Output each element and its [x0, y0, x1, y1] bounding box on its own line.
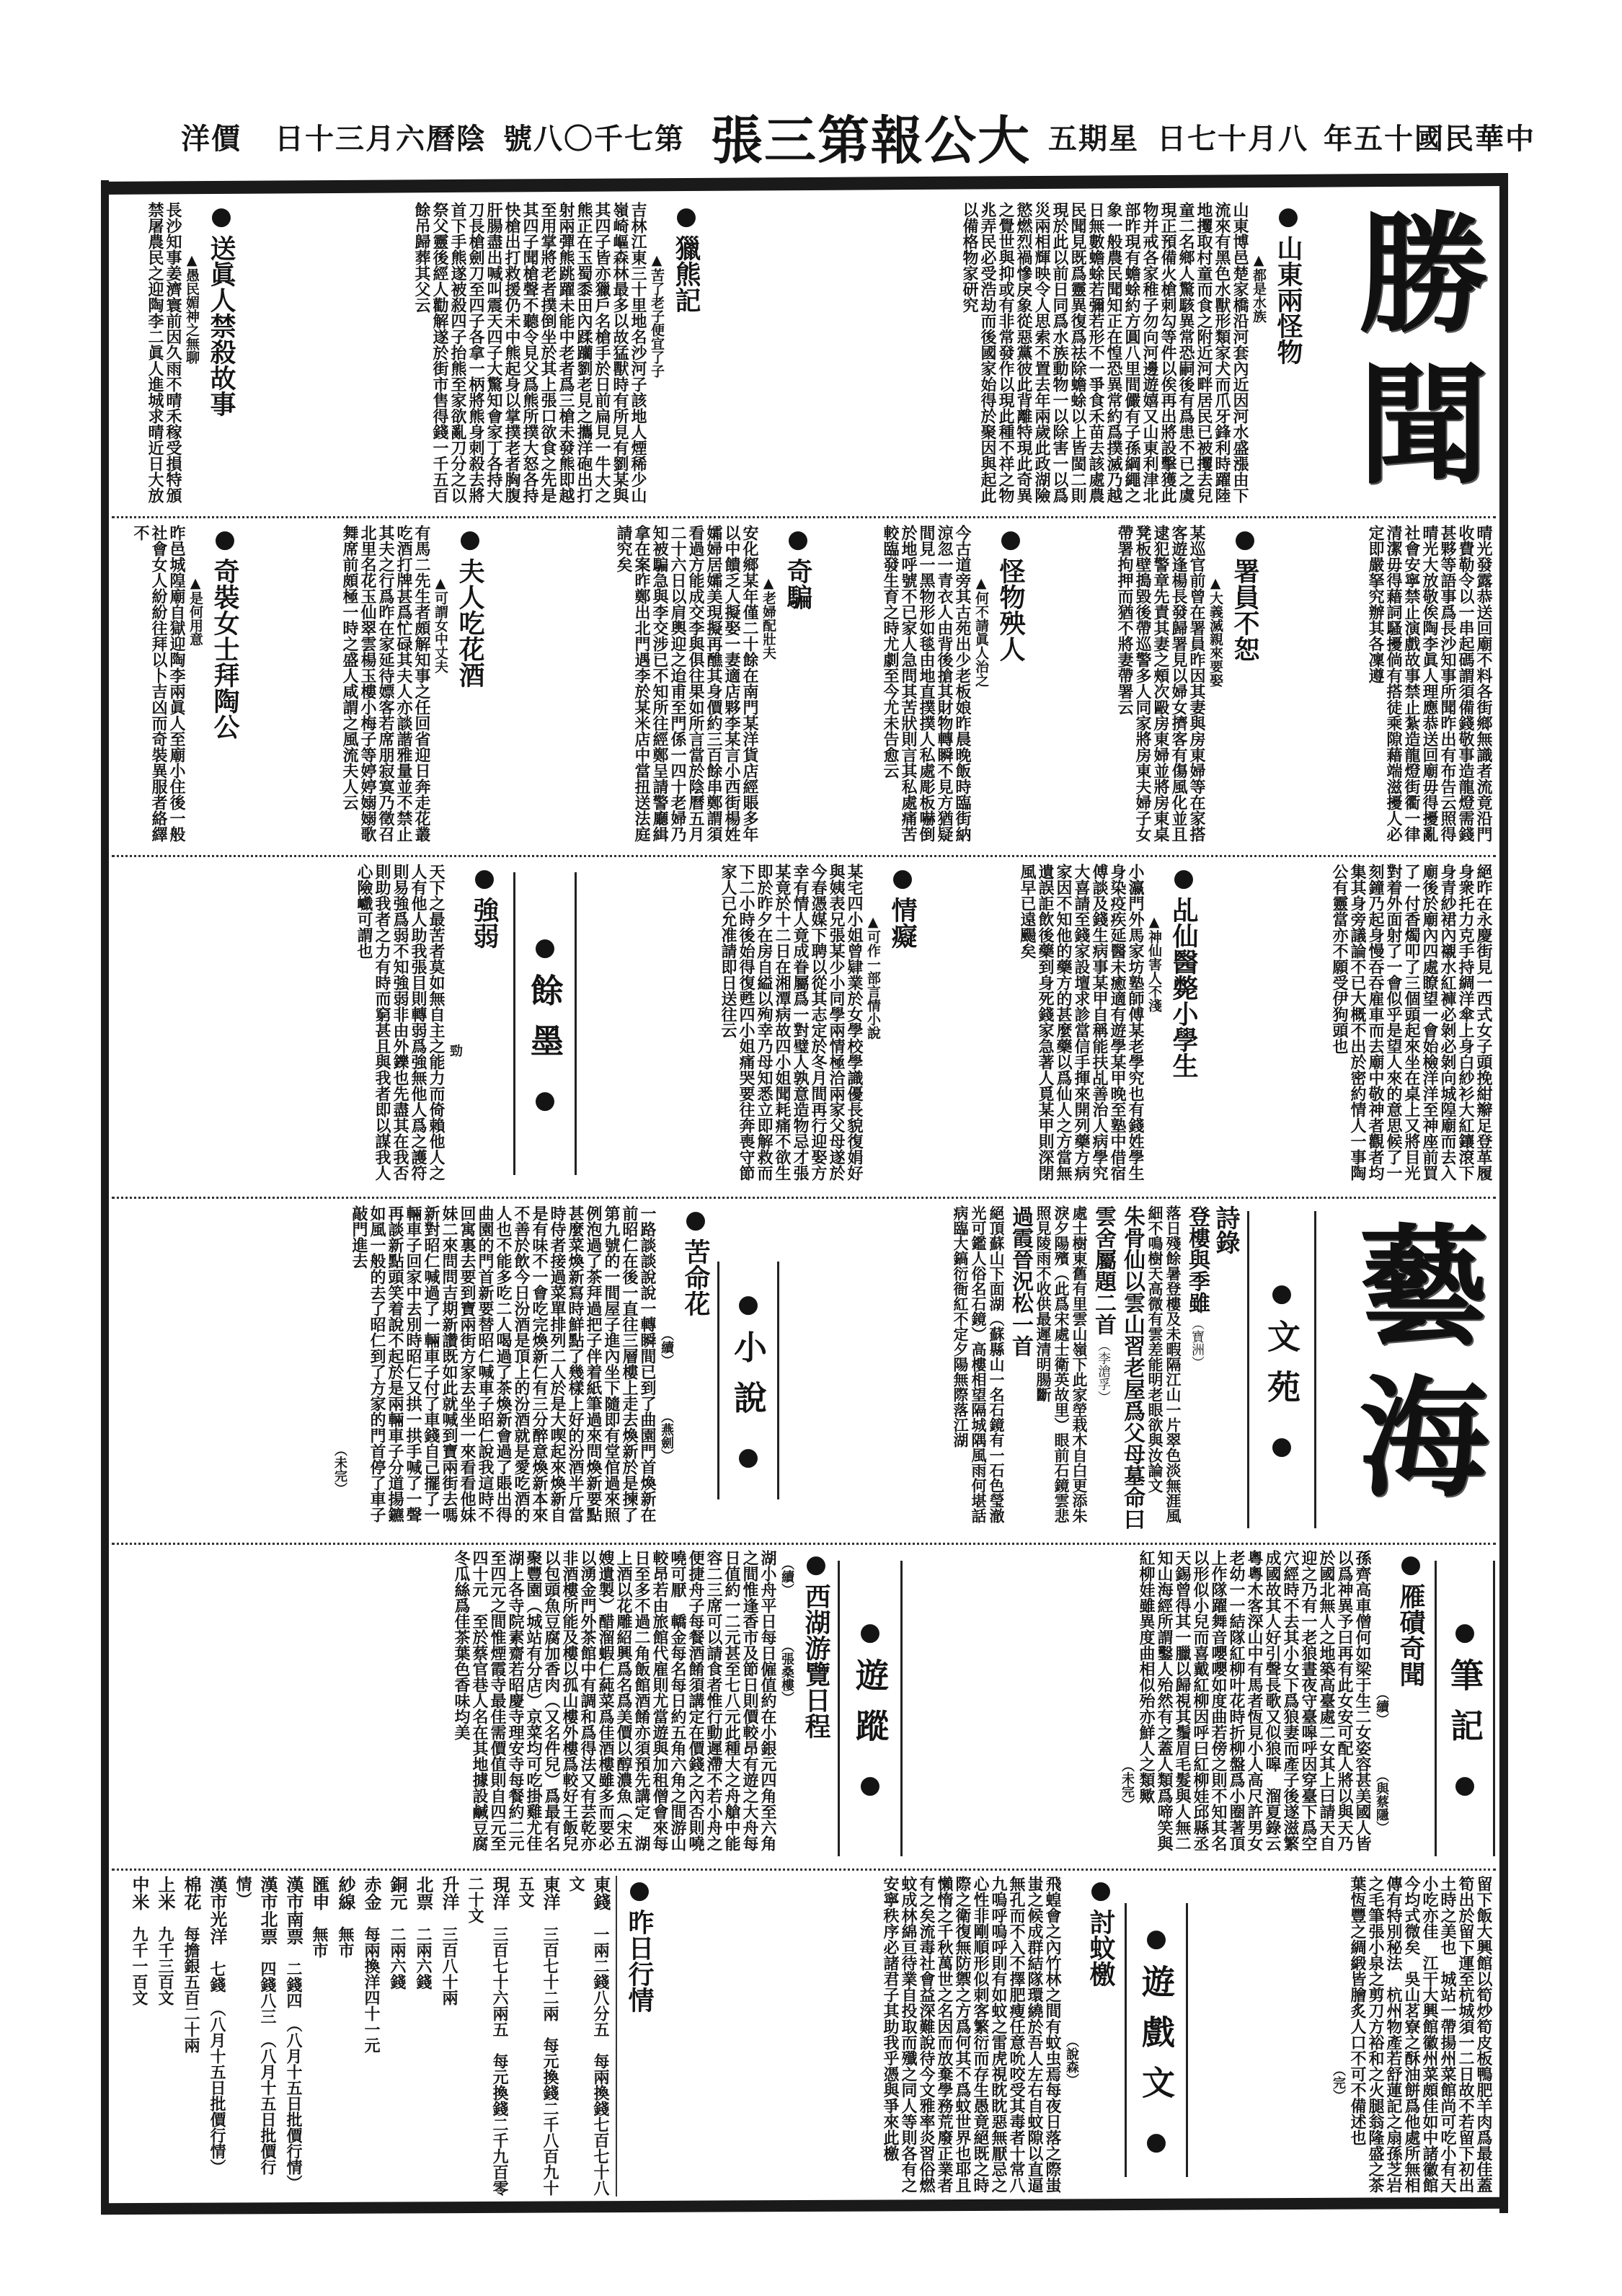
poem-body: 絕頂蘇山下面湖（蘇縣山一名石鏡有一石色瑩澈光可鑑人俗名石鏡）高樓相望隔城隅風雨何堪話病臨大鎬衍衙紅不定夕陽無際落江湖 — [952, 1205, 1006, 1523]
headline: ● 夫人吃花酒 — [453, 525, 487, 849]
article-shandong — [714, 202, 1305, 512]
market-value: 二兩六錢 — [388, 1926, 407, 1990]
article-body: 安化鄉某年僅二十餘在南門某洋貨店經賬多年以中饋乏人擬娶一妻適店夥李某言小西街楊姓孀婦居孀美現擬再醮其身價約三百餘串鄭謂須看過方能成交李與俱往果如所言當於陰曆五月二十六日以肩輿迎之迨甫至門係一四十老婦乃知被騙急與李交涉已不知所往經鄭呈請警廳緝拿在案昨鄭出北門遇李於某米店中當扭送法庭請究矣 — [614, 525, 759, 842]
headline: ● 乩仙醫斃小學生 — [1167, 864, 1200, 1188]
byline — [1371, 1550, 1391, 1863]
spacer — [490, 1910, 509, 1926]
author: （說森） — [1064, 2034, 1079, 2086]
article-body: 某巡官前曾在署員昨因其妻與房東婦等在家搭客遊逢楊長發歸署見以婦女擠客有傷風化並且逮犯警章先責其妻之頰次毆房東婦並將房東桌凳板壁搗毀後帶巡警多人同家將房東夫婦子女帶署拘押而猶不將妻帶署云 — [1115, 525, 1206, 842]
market-row — [564, 1876, 613, 2197]
market-label: 現洋 — [489, 1876, 510, 1910]
subheadline: ▲ 可作一部言情小說 — [863, 864, 883, 1188]
market-row — [385, 1876, 409, 2197]
subheadline: ▲ 老婦配壯夫 — [758, 525, 779, 849]
article-qizhuang — [115, 525, 241, 849]
right-border — [1499, 173, 1508, 2213]
market-value: 每元換錢二千九百零二十文 — [466, 1876, 509, 2196]
market-value: 每擔銀五百二十兩 — [182, 1926, 200, 2053]
headline: ● 奇裝女士拜陶公 — [208, 525, 241, 849]
row-divider — [112, 855, 1496, 857]
article-taowen — [660, 1876, 1117, 2197]
market-label: 東錢 — [590, 1876, 611, 1910]
ornament-icon: ● — [734, 1290, 763, 1318]
status-note: （未完） — [332, 1443, 347, 1495]
spacer — [130, 1910, 149, 1926]
article-xihu-continuation — [1193, 1876, 1492, 2197]
market-value: 無市 — [310, 1926, 329, 1958]
article-yanqi — [905, 1550, 1427, 1863]
paper-title: 大公報第三張 — [710, 110, 1031, 171]
poem-title: 登樓與季雖 — [1184, 1205, 1210, 1313]
spacer — [490, 2037, 509, 2053]
market-row — [179, 1876, 203, 2197]
poem-body: 處士樹東舊有里雲山嶺下此家塋栽木自白更添朱淚夕陽殯（此爲宋處士衛英故里）眼前石鏡雲悲照見陵雨不收供最遲清明腸斷 — [1034, 1205, 1089, 1523]
subheadline: ▲ 都是水族 — [1249, 202, 1269, 512]
poem-author: （李滄孚） — [1096, 1339, 1111, 1404]
market-row — [359, 1876, 384, 2197]
headline: ● 署員不恕 — [1228, 525, 1262, 849]
lunar-date: 陰曆六月三十日 — [275, 122, 487, 156]
spacer — [258, 2024, 277, 2040]
row-divider — [112, 1869, 1496, 1871]
poem-title: 朱骨仙以雲山習老屋爲父母墓命曰雲舍屬題二首 — [1091, 1205, 1145, 1530]
market-quotes — [115, 1876, 656, 2197]
spacer — [362, 1910, 381, 1926]
article-jixian — [930, 864, 1200, 1188]
column-label: 筆記 — [1445, 1658, 1484, 1759]
spacer — [208, 1945, 226, 1961]
spacer — [541, 1910, 559, 1926]
market-value: （八月十五日批價行情） — [284, 2024, 303, 2191]
subheadline: ▲ 可謂女中丈夫 — [430, 525, 451, 849]
column-label: 文苑 — [1262, 1319, 1301, 1420]
status-note: （完） — [1331, 2063, 1346, 2102]
market-value: 三百八十兩 — [440, 1926, 458, 2005]
headline: ● 怪物殃人 — [994, 525, 1027, 849]
article-qipian — [490, 525, 815, 849]
poem-author: （寶洲） — [1189, 1317, 1205, 1370]
market-label: 上米 — [155, 1876, 176, 1910]
article-song-zhenren — [115, 202, 238, 512]
market-row — [411, 1876, 435, 2197]
price-label: 價洋 — [181, 122, 241, 156]
headline: ● 奇騙 — [781, 525, 815, 849]
article-body: 一路談談說說一轉瞬間已到了曲園門首煥新在前昭仁在後一直往三層樓上走去煥新於是揀了第九號的一間屋子進內坐下隨即有堂倌過來照例泡過了茶拜過把子伴着紙筆過來問煥新要點甚麼菜煥新寫時鮮點了幾樣上好的汾酒半斤當時侍者接過菜單排列二人於是大喫起來煥新自是有味不一會吃完煥新仁有三分醉意煥新本來不善於飲今日汾酒是頂上的汾酒就是愛吃酒的人也不能多吃二人喝過了茶煥新會過了賬出得曲園的門首新要替昭仁喊車子昭仁說我這時不回寓裏去要到寶兩街方家去坐坐一來看看他妹妹二來問問吉期新讚既如此就喊到寶兩街去嗎新對昭仁喊過了一輛車子付了車錢自己擺了一輛車子回家中去別時昭仁又拱一拱手喊了一聲再談新點頭笑着說不起於是兩輛車子分道揚鑣如風一般的去了昭仁到了方家的門首停了車子敲門進去 — [350, 1205, 657, 1522]
ornament-icon: ● — [734, 1442, 763, 1471]
market-label: 漢市南票 — [283, 1876, 304, 1945]
ornament-icon: ● — [531, 1086, 559, 1114]
subheadline: ▲ 大義滅親來要娶 — [1205, 525, 1226, 849]
article-body: 留下飯大興館以筍炒筍皮板鴨肥羊肉爲最佳蓋筍出於留下運至杭城須一二日故不若留下初出土時之美也 城站一帶揚州菜館尚可吃小有天小吃亦佳 江干大興館徽州菜頗佳如中諸徽館今均式微矣 吳山茗寮之酥油餅爲他處所無相傳有特別秘法 杭州物產若舒蓮記之扇孫芝岩之毛筆張小泉之剪刀方裕和之火腿翁隆盛之茶葉恆豐之綢緞皆膾炙人口不可不備述也 — [1348, 1876, 1493, 2193]
author: （燕劍） — [659, 1410, 674, 1462]
market-label: 銅元 — [387, 1876, 408, 1910]
market-row — [127, 1876, 151, 2197]
spacer — [284, 1945, 303, 1961]
market-value: 九千三百文 — [156, 1926, 174, 2005]
article-body: 今古道旁其古苑出少老板娘昨晨晚飯時臨街納涼忽一青衣人由背後搶其財物轉瞬不見方猶疑間見一黑物形如毯由地直撲撲人私處彫板嚇倒於地呼號不已家人急問其苦狀則言其私處痛苦較臨發生育之時尤劇至今尤未告愈云 — [881, 525, 972, 842]
ornament-icon: ● — [1450, 1618, 1479, 1646]
headline: ● 雁磧奇聞 — [1394, 1550, 1427, 1863]
market-value: 四錢八三 — [258, 1961, 277, 2024]
left-border — [101, 180, 109, 2213]
market-value: 二錢四 — [284, 1961, 303, 2008]
spacer — [591, 2037, 610, 2053]
spacer — [440, 1910, 458, 1926]
top-border — [101, 173, 1507, 195]
poem — [1182, 1205, 1211, 1537]
market-row — [333, 1876, 358, 2197]
row-divider — [112, 1543, 1496, 1545]
market-row — [231, 1876, 280, 2197]
article-shuyuan — [1031, 525, 1262, 849]
article-kumenghua — [114, 1205, 712, 1537]
weekday: 星期五 — [1048, 122, 1139, 156]
spacer — [388, 1910, 407, 1926]
market-label: 棉花 — [181, 1876, 202, 1910]
year: 中華民國十五年 — [1324, 122, 1535, 156]
market-label: 漢市光洋 — [207, 1876, 228, 1945]
market-row — [281, 1876, 306, 2197]
market-row — [153, 1876, 177, 2197]
issue-number: 第七千〇八號 — [503, 122, 685, 156]
headline: ● 苦命花 — [679, 1205, 712, 1537]
poem-title: 過霞晉況松一首 — [1008, 1205, 1033, 1357]
spacer — [156, 1910, 174, 1926]
serial-mark: （續） — [779, 1557, 794, 1596]
subheadline: ▲ 何不請眞人治之 — [971, 525, 991, 849]
market-value: 三百七十二兩 — [541, 1926, 559, 2021]
article-body: 小瀛門外馬家坊塾師傅某老學究也有錢姓學生身染疫疾延醫未癒適有遊學某甲晚至塾中借宿傅談及錢生病事某甲自稱能扶乩善治人病學究大喜請至錢家設壇求診當信手揮來開列藥方病家因不知他的藥方的甚麼藥以爲仙人之方當無遺誤詎飲後藥到身死錢家急著人覓某甲則深閉風早已遠颺矣 — [1018, 864, 1145, 1181]
column-label: 遊蹤 — [851, 1658, 890, 1759]
status-note: （未完） — [1120, 1759, 1135, 1811]
market-title: ● 昨日行情 — [616, 1876, 656, 2197]
poem-body: 落日殘餘暑登樓及未暇隔江山一片翠色淡無涯風細不鳴樹天高微有雲差能明老眼欲與汝論文 — [1146, 1205, 1182, 1523]
spacer — [591, 1910, 610, 1926]
market-label: 升洋 — [439, 1876, 460, 1910]
ornament-icon: ● — [1142, 2127, 1171, 2156]
market-value: 二兩六錢 — [414, 1926, 433, 1990]
ornament-icon: ● — [1267, 1279, 1296, 1308]
article-body: 飛蝗會之內竹林之間有蚊虫焉每夜日落之際蚩蚩之候成群結隊環繞於吾人左右自蚊隙以直逼無孔而不入不擇肥瘦任意吮咬受其毒者十常八九嗚呼嗚呼則有如蚊之雷虎視眈眈惡無厭忌之心性非剛順形似刺客繁衍而存生愚竟絕既之時際之衛復無防禦之方爲何其不爲蚊世界也耶且懶惰之千秋萬世之名因而放棄學務荒廢正業者有之矣流毒社會益深難說待今文雅率炎習俗燃蚊成林綿亘待業自投取而殲之同人等則各有之安寧秩序必諸君子其助我乎憑與爭來此檄 — [881, 1876, 1062, 2193]
ornament-icon: ● — [856, 1618, 885, 1646]
market-value: 每兩換錢七百七十八文 — [567, 1876, 610, 2196]
bottom-border — [101, 2197, 1507, 2215]
column-box-xiaoshuo — [717, 1262, 779, 1499]
column-box-wenyuan — [1247, 1211, 1316, 1528]
article-body: 孫齊高車僧何如梁于生二女姿容甚美國人皆以爲神異予曰再有此女安可配人將以與天乃於國北無人之地築高臺處二女其上曰請天自迎之乃有一老狼晝夜守臺嗥呼因穿臺下爲空穴經時不去其小女下爲狼妻而產子後遂滋繁成國故其人好引聲長歌又似狼嗥 溜夏錄云粵粵木客深山中有馬者恆見小人高尺許男女老幼一一結隊紅柳叶花時折柳盤爲小圈著頂上作隊躍舞音嚶嚶如度曲若傍之則不知其名以形似小兒而喜戴紅柳因呼曰紅柳娃邱縣丞天錫曾得其一臘以歸視其鬚眉毛髮與人無二知山海經所謂鑿人殆然有之蓋人類爲啼笑與紅柳娃雖異度曲相似殆亦鮮人之類歟 — [1137, 1550, 1372, 1851]
ornament-icon: ● — [1450, 1770, 1479, 1799]
date: 八月十七日 — [1157, 122, 1308, 156]
column-box-biji — [1435, 1561, 1495, 1856]
article-body: 昨邑城隍廟自獄迎陶李兩眞人至廟小住後一般社會女人紛紛往拜以卜吉凶而奇裝異服者絡繹不 — [131, 525, 186, 842]
article-guaiwu — [818, 525, 1027, 849]
poem — [1089, 1205, 1146, 1537]
market-label: 匯申 — [309, 1876, 330, 1910]
column-box-yuzong — [838, 1561, 903, 1856]
market-label: 漢市北票 — [257, 1876, 278, 1945]
article-body: 吉林江東三十里地名沙河子該地人煙稀少山嶺崎嶇森林最多以故猛獸時有所見有劉某與其四子皆亦獵戶名槍手於日前扁見一牛大之熊正在玉蜀黍田內蹂躪劉老見之攜洋砲出打射兩彈熊跳躍未能中老者爲三槍未發熊即越至用掌將老者撲倒坐於其上張口欲食之先是其四子聞槍聲不聽令見父爲熊所撲大怒各持快槍出打救援仍未中熊起身以掌撲老者胸腹肝腸盡出喊叫震天四子大驚知會家丁各持大刀長槍劍刀至四子各拿一柄將熊身刺殺去將首下手熊遂被殺四子抬熊至家欲亂刀分之以祭父靈後經人勸解遂於街市售得錢一千五百餘吊歸葬其父云 — [412, 202, 647, 503]
spacer — [258, 1945, 277, 1961]
headline: ● 情癡 — [886, 864, 919, 1188]
author: 勁 — [448, 1044, 463, 1057]
column-label: 遊戲文 — [1137, 1964, 1176, 2116]
market-row — [513, 1876, 562, 2197]
column-label: 餘墨 — [526, 973, 564, 1074]
spacer — [336, 1910, 355, 1926]
market-label: 中米 — [129, 1876, 150, 1910]
market-label: 紗線 — [335, 1876, 356, 1910]
market-value: 一兩二錢八分五 — [591, 1926, 610, 2037]
article-body: 湖小舟平日每日僱值約在小銀元四角至六角之間惟逢香市及節日則價較昂有遊之大舟每日值約一二元甚至七八元此種大之舟艙中能容二三席可以請食者惟行動遲滯不若小舟之便捷舟子每餐酒餚須講定在價錢之內否則嘵嘵可厭 轎金每名每日約五角六角之間游山較昂若由旅館代雇則尤當遊與加租僧會來每日至多不過二角飯館酒餚亦須預先講定 湖上酒以花雕紹興爲名爲美價以醇濃魚（宋五嫂遺製）醋溜蝦仁蒓菜爲佳酒樓雖多而要必以湧金門外茶館中有調和爲得法又有芸乾亦非酒樓所能及樓以孤山樓外樓爲較好王飯兒以包頭魚豆腐加香肉（又名件兒）爲最有名 聚豐園（城站有分店）京菜均可吃掛雞尤佳 湖上各寺院素齋若昭慶寺理安寺每餐約二元至四元之間惟煙霞寺最佳需價值則自四元至四十元 至於蔡官巷人名在其地據設鹹豆腐冬瓜絲爲佳茶葉色香味均美 — [452, 1550, 777, 1867]
article-continuation: 晴光發露恭送回廟不料各街鄉無識者流竟沿門收費勒令以一串起碼謂須備錢敬事造龍燈需錢甚夥等語事爲長沙知事所聞昨出有布告云照得晴光大放敬俟陶李眞人理應恭送回廟毋得擾亂社會安寧禁止演戲故事禁止紮造龍燈街衢一律清潔毋得藉詞騷擾倘有搭徒乘隙藉端滋擾人必定即嚴拏究辦其各凜遵 — [1366, 525, 1493, 842]
column-label: 小說 — [729, 1330, 768, 1431]
article-furen — [245, 525, 487, 849]
spacer — [182, 1910, 200, 1926]
subheadline: ▲ 愚民媚神之無聊 — [182, 202, 202, 512]
article-continuation: 絕昨在永慶街見一西式女子頭挽紺辮足登革履身衆托力克手持綢洋傘上身白紗衫大紅鑲滾下身青紗裙內襯水紅褲必剝必剝向城隍廟而去入廟後於廟內四處瞭望一會始檢洋洋至神座前買了一付香燭叩了三個頭起來坐在桌上又將目光對着外面射了一會似乎是望人來的意思候了一刻鐘乃起身慢吞吞雇車而去廟中敬神者觀者均集其身旁議論不已大概不出於密約情人一事陶公有靈當亦不願受伊狗頭也 — [1330, 864, 1493, 1181]
article-body: 某宅四小姐曾肄業於女學校學識優長貌復娟好與姨表兄張某少小同學兩情極洽兩家父母遂於今春憑媒下聘以從其志定於冬月間再行迎娶方幸有情人竟成眷屬爲一對璧人孰意造物忌才張某竟於十二日在湘潭病故四小姐聞耗痛不欲生即於昨夕在房自縊以殉幸乃母知悉立即解救而下二小時後始得復甦四小姐痛哭要往奔喪守節家人已允准請即日送往云 — [719, 864, 864, 1181]
spacer — [310, 1910, 329, 1926]
article-body: 天下之最苦者莫如無自主之能力而倚賴他人之人有他人助我張目則轉弱爲強無他人爲之護符則易強爲弱不知強弱非由外鑠也先盡其在我否則助我者之力有時而窮甚且與我者即以謀我人心險巇可謂也 — [355, 864, 446, 1181]
market-value: 九千一百文 — [130, 1926, 149, 2005]
article-hunting-bear — [241, 202, 703, 512]
article-qingchi — [591, 864, 919, 1188]
market-value: （八月十五日批價行情） — [208, 2008, 226, 2175]
news-masthead: 勝聞 — [1337, 205, 1489, 508]
spacer — [414, 1910, 433, 1926]
row-divider — [112, 516, 1496, 518]
market-label: 東洋 — [540, 1876, 561, 1910]
article-body: 山東博邑楚家橋沿河套內近因河水盛漲由下流來有黑色水獸形類家犬而爪牙鋒利時躍陸地攫取村童而食之附近河畔居民已被攫去兒童二名鄉人驚駭異常恐嗣後有爲患不已之虞現正預備火槍刺勾等件以俟再出將設擊獲此物并戒各家稚子勿向河邊遊嬉又山東利津北部昨現有蟾蜍約方圓八里間儼有子孫綱繩之象一般農民聞知正在惶恐異常約爲撲滅乃越日無數蟾蜍若彌若形不一爭食禾苗去該處農民聞見既爲靈異復爲祛除蟾蜍以上皆閩二則現於此以前日同爲水族動物一以除害一以爲災兩相輝映令人思索不置去年兩歲此政湖險慾燃烈禍慘戾象從惡黨彼此背離特現此奇異之覺世與抑或有非常發作以現此種不祥之物兆弄民必受浩劫而後國家始得於聚因與起此以備格物家研究 — [960, 202, 1249, 503]
article-xihu — [115, 1550, 833, 1867]
market-value: 七錢 — [208, 1961, 226, 1993]
byline — [776, 1550, 797, 1863]
market-value: （八月十五日批價行情） — [234, 1876, 277, 2175]
serial-mark: （續） — [1374, 1687, 1389, 1726]
spacer — [284, 2008, 303, 2024]
spacer — [208, 1993, 226, 2008]
spacer — [541, 2021, 559, 2037]
headline: ● 獵熊記 — [670, 202, 703, 512]
market-value: 三百七十六兩五 — [490, 1926, 509, 2037]
ornament-icon: ● — [531, 933, 559, 962]
market-value: 無市 — [336, 1926, 355, 1958]
market-label: 赤金 — [361, 1876, 382, 1910]
row-divider — [112, 1197, 1496, 1199]
poetry-section — [786, 1205, 1240, 1537]
market-row — [463, 1876, 512, 2197]
column-box-youxiwen — [1125, 1903, 1188, 2177]
ornament-icon: ● — [856, 1770, 885, 1799]
subheadline: ▲ 神仙害人不淺 — [1144, 864, 1164, 1188]
market-row — [205, 1876, 229, 2197]
serial-mark: （續） — [659, 1328, 674, 1367]
ornament-icon: ● — [1142, 1924, 1171, 1953]
subheadline: ▲ 是何用意 — [185, 525, 205, 849]
byline — [656, 1205, 676, 1537]
subheadline: ▲ 苦了老子便宜了子 — [647, 202, 667, 512]
headline: ● 送眞人禁殺故事 — [205, 202, 238, 512]
headline: ● 西湖游覽日程 — [799, 1550, 833, 1863]
market-row — [437, 1876, 461, 2197]
market-value: 每兩換洋四十一元 — [362, 1926, 381, 2053]
headline: ● 山東兩怪物 — [1272, 202, 1305, 512]
arts-masthead: 藝海 — [1337, 1218, 1489, 1521]
author: （與蔡隱） — [1374, 1769, 1389, 1834]
headline: ● 討蚊檄 — [1084, 1876, 1117, 2197]
ornament-icon: ● — [1267, 1432, 1296, 1461]
column-box-yumo — [513, 872, 577, 1175]
article-body: 有馬二先生者頗解知事之任回省迎日奔走花叢吃酒打牌甚爲忙碌其夫人亦談諧雅量並不禁止其夫之行爲昨在家延待嫖客若席朋寂寞乃徵召北里名花玉仙翠雲楊玉樓小梅子等婷婷嫋嫋歌舞席前頗極一時之盛人咸謂之風流夫人云 — [340, 525, 431, 842]
market-row — [307, 1876, 332, 2197]
section-title: 詩錄 — [1211, 1205, 1240, 1254]
market-label: 北票 — [413, 1876, 434, 1910]
market-value: 每元換錢二千八百九十五文 — [516, 1876, 559, 2196]
article-qiangruo — [119, 864, 501, 1188]
headline: ● 強弱 — [468, 864, 501, 1188]
article-body: 長沙知事姜濟寰前因久雨不晴禾稼受損特頒禁屠農民之迎陶李二眞人進城求晴近日大放 — [146, 202, 182, 503]
author: （張桑樓） — [779, 1639, 794, 1704]
